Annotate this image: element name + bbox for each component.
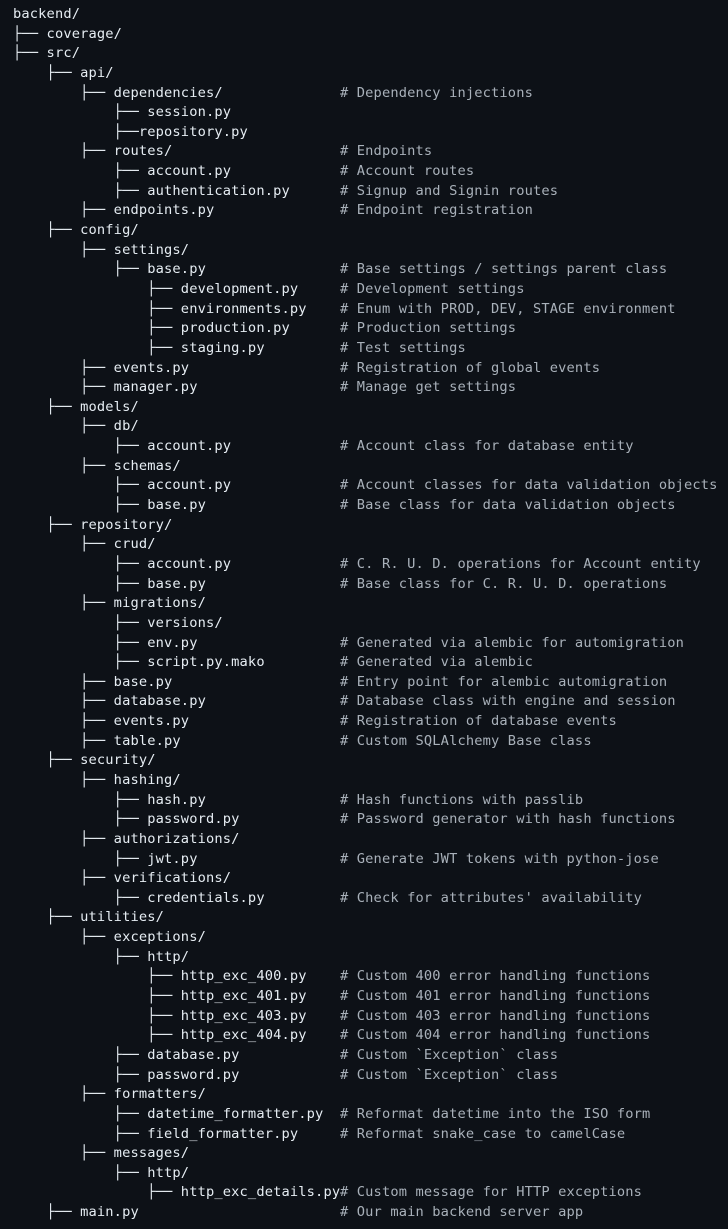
tree-line [13,339,728,359]
tree-entry: ├── account.py [13,438,232,455]
tree-entry: ├── http_exc_400.py [13,968,307,985]
tree-line [13,378,728,398]
tree-comment: # Signup and Signin routes [340,182,559,199]
tree-comment: # Database class with engine and session [340,693,676,710]
tree-entry: ├── table.py [13,732,181,749]
tree-comment: # Generate JWT tokens with python-jose [340,850,659,867]
tree-entry: ├── api/ [13,64,114,81]
tree-line [13,103,728,123]
tree-line [13,5,728,25]
tree-entry: ├──repository.py [13,123,248,140]
tree-entry: ├── datetime_formatter.py [13,1105,324,1122]
tree-line [13,575,728,595]
tree-entry: ├── events.py [13,359,190,376]
tree-line [13,182,728,202]
tree-comment: # Manage get settings [340,379,517,396]
tree-line [13,908,728,928]
tree-comment: # Our main backend server app [340,1204,584,1221]
tree-line [13,44,728,64]
tree-entry: ├── coverage/ [13,25,123,42]
tree-comment: # Hash functions with passlib [340,791,584,808]
tree-entry: ├── http/ [13,948,190,965]
tree-entry: ├── http_exc_401.py [13,988,307,1005]
tree-line [13,1125,728,1145]
tree-line [13,25,728,45]
tree-line [13,516,728,536]
tree-line [13,221,728,241]
tree-entry: ├── env.py [13,634,198,651]
tree-entry: ├── versions/ [13,614,223,631]
tree-line [13,751,728,771]
tree-line [13,162,728,182]
tree-line [13,653,728,673]
tree-line [13,1085,728,1105]
tree-line [13,1164,728,1184]
tree-entry: ├── field_formatter.py [13,1125,299,1142]
tree-line [13,142,728,162]
tree-entry: ├── dependencies/ [13,84,223,101]
tree-comment: # Custom message for HTTP exceptions [340,1184,643,1201]
tree-line [13,64,728,84]
tree-entry: ├── authorizations/ [13,830,240,847]
tree-comment: # Base settings / settings parent class [340,261,668,278]
tree-line [13,634,728,654]
tree-comment: # Development settings [340,280,525,297]
tree-entry: ├── settings/ [13,241,190,258]
tree-comment: # Entry point for alembic automigration [340,673,668,690]
tree-line [13,1046,728,1066]
tree-comment: # Base class for C. R. U. D. operations [340,575,668,592]
tree-line [13,614,728,634]
tree-comment: # Endpoint registration [340,202,533,219]
tree-line [13,810,728,830]
tree-comment: # Test settings [340,339,466,356]
tree-comment: # Registration of global events [340,359,601,376]
tree-comment: # Account class for database entity [340,438,634,455]
tree-line [13,555,728,575]
tree-entry: ├── script.py.mako [13,654,265,671]
tree-line [13,1105,728,1125]
tree-entry: ├── development.py [13,280,299,297]
tree-entry: ├── models/ [13,398,139,415]
tree-line [13,241,728,261]
tree-line [13,692,728,712]
tree-line [13,791,728,811]
tree-line [13,850,728,870]
tree-entry: ├── crud/ [13,536,156,553]
tree-entry: ├── http_exc_403.py [13,1007,307,1024]
tree-line [13,1203,728,1223]
tree-line [13,123,728,143]
tree-entry: ├── security/ [13,752,156,769]
tree-entry: ├── production.py [13,320,290,337]
tree-line [13,417,728,437]
tree-comment: # Custom SQLAlchemy Base class [340,732,592,749]
tree-line [13,359,728,379]
tree-entry: ├── main.py [13,1204,139,1221]
tree-entry: ├── schemas/ [13,457,181,474]
tree-entry: ├── routes/ [13,143,173,160]
tree-comment: # Generated via alembic [340,654,533,671]
tree-entry: ├── db/ [13,418,139,435]
tree-entry: ├── hashing/ [13,771,181,788]
tree-comment: # Account routes [340,163,475,180]
tree-line [13,535,728,555]
tree-line [13,928,728,948]
tree-comment: # Base class for data validation objects [340,497,676,514]
tree-line [13,594,728,614]
tree-entry: ├── manager.py [13,379,198,396]
tree-line [13,1144,728,1164]
tree-comment: # Check for attributes' availability [340,889,643,906]
tree-line [13,201,728,221]
tree-entry: ├── authentication.py [13,182,290,199]
tree-comment: # Account classes for data validation objects [340,477,718,494]
tree-entry: ├── base.py [13,575,206,592]
tree-comment: # Custom 401 error handling functions [340,988,651,1005]
tree-entry: ├── staging.py [13,339,265,356]
tree-line [13,84,728,104]
tree-line [13,673,728,693]
tree-entry: ├── exceptions/ [13,929,206,946]
tree-entry: ├── environments.py [13,300,307,317]
tree-line [13,1183,728,1203]
tree-entry: ├── config/ [13,222,139,239]
tree-comment: # Reformat datetime into the ISO form [340,1105,651,1122]
tree-entry: ├── migrations/ [13,595,206,612]
tree-line [13,1007,728,1027]
tree-entry: ├── database.py [13,693,206,710]
tree-line [13,830,728,850]
tree-comment: # Endpoints [340,143,433,160]
tree-entry: ├── jwt.py [13,850,198,867]
tree-line [13,732,728,752]
tree-comment: # Registration of database events [340,713,617,730]
tree-entry: ├── base.py [13,261,206,278]
tree-comment: # Production settings [340,320,517,337]
tree-entry: backend/ [13,6,81,22]
tree-entry: ├── base.py [13,497,206,514]
tree-line [13,987,728,1007]
tree-entry: ├── account.py [13,163,232,180]
tree-entry: ├── account.py [13,555,232,572]
tree-entry: ├── endpoints.py [13,202,215,219]
tree-line [13,889,728,909]
tree-entry: ├── events.py [13,713,190,730]
tree-entry: ├── hash.py [13,791,206,808]
tree-entry: ├── http_exc_404.py [13,1027,307,1044]
tree-entry: ├── repository/ [13,516,173,533]
tree-entry: ├── session.py [13,104,232,121]
tree-entry: ├── utilities/ [13,909,165,926]
tree-line [13,300,728,320]
tree-line [13,457,728,477]
tree-comment: # Dependency injections [340,84,533,101]
tree-comment: # Custom `Exception` class [340,1066,559,1083]
tree-comment: # Custom 404 error handling functions [340,1027,651,1044]
tree-entry: ├── http/ [13,1164,190,1181]
tree-line [13,869,728,889]
tree-entry: ├── formatters/ [13,1086,206,1103]
tree-line [13,280,728,300]
tree-comment: # Generated via alembic for automigration [340,634,685,651]
tree-line [13,398,728,418]
tree-line [13,712,728,732]
tree-entry: ├── src/ [13,45,81,62]
tree-entry: ├── credentials.py [13,889,265,906]
tree-comment: # Custom `Exception` class [340,1046,559,1063]
tree-line [13,948,728,968]
tree-entry: ├── account.py [13,477,232,494]
tree-line [13,1026,728,1046]
tree-entry: ├── http_exc_details.py [13,1184,341,1201]
tree-entry: ├── messages/ [13,1145,190,1162]
tree-entry: ├── password.py [13,1066,240,1083]
tree-entry: ├── database.py [13,1046,240,1063]
tree-entry: ├── base.py [13,673,173,690]
tree-comment: # C. R. U. D. operations for Account entity [340,555,701,572]
tree-comment: # Reformat snake_case to camelCase [340,1125,626,1142]
tree-comment: # Custom 400 error handling functions [340,968,651,985]
tree-line [13,476,728,496]
tree-line [13,319,728,339]
tree-comment: # Enum with PROD, DEV, STAGE environment [340,300,676,317]
tree-entry: ├── verifications/ [13,870,232,887]
tree-line [13,437,728,457]
tree-line [13,967,728,987]
tree-entry: ├── password.py [13,811,240,828]
tree-line [13,771,728,791]
tree-comment: # Custom 403 error handling functions [340,1007,651,1024]
tree-line [13,260,728,280]
tree-line [13,496,728,516]
tree-line [13,1066,728,1086]
tree-comment: # Password generator with hash functions [340,811,676,828]
